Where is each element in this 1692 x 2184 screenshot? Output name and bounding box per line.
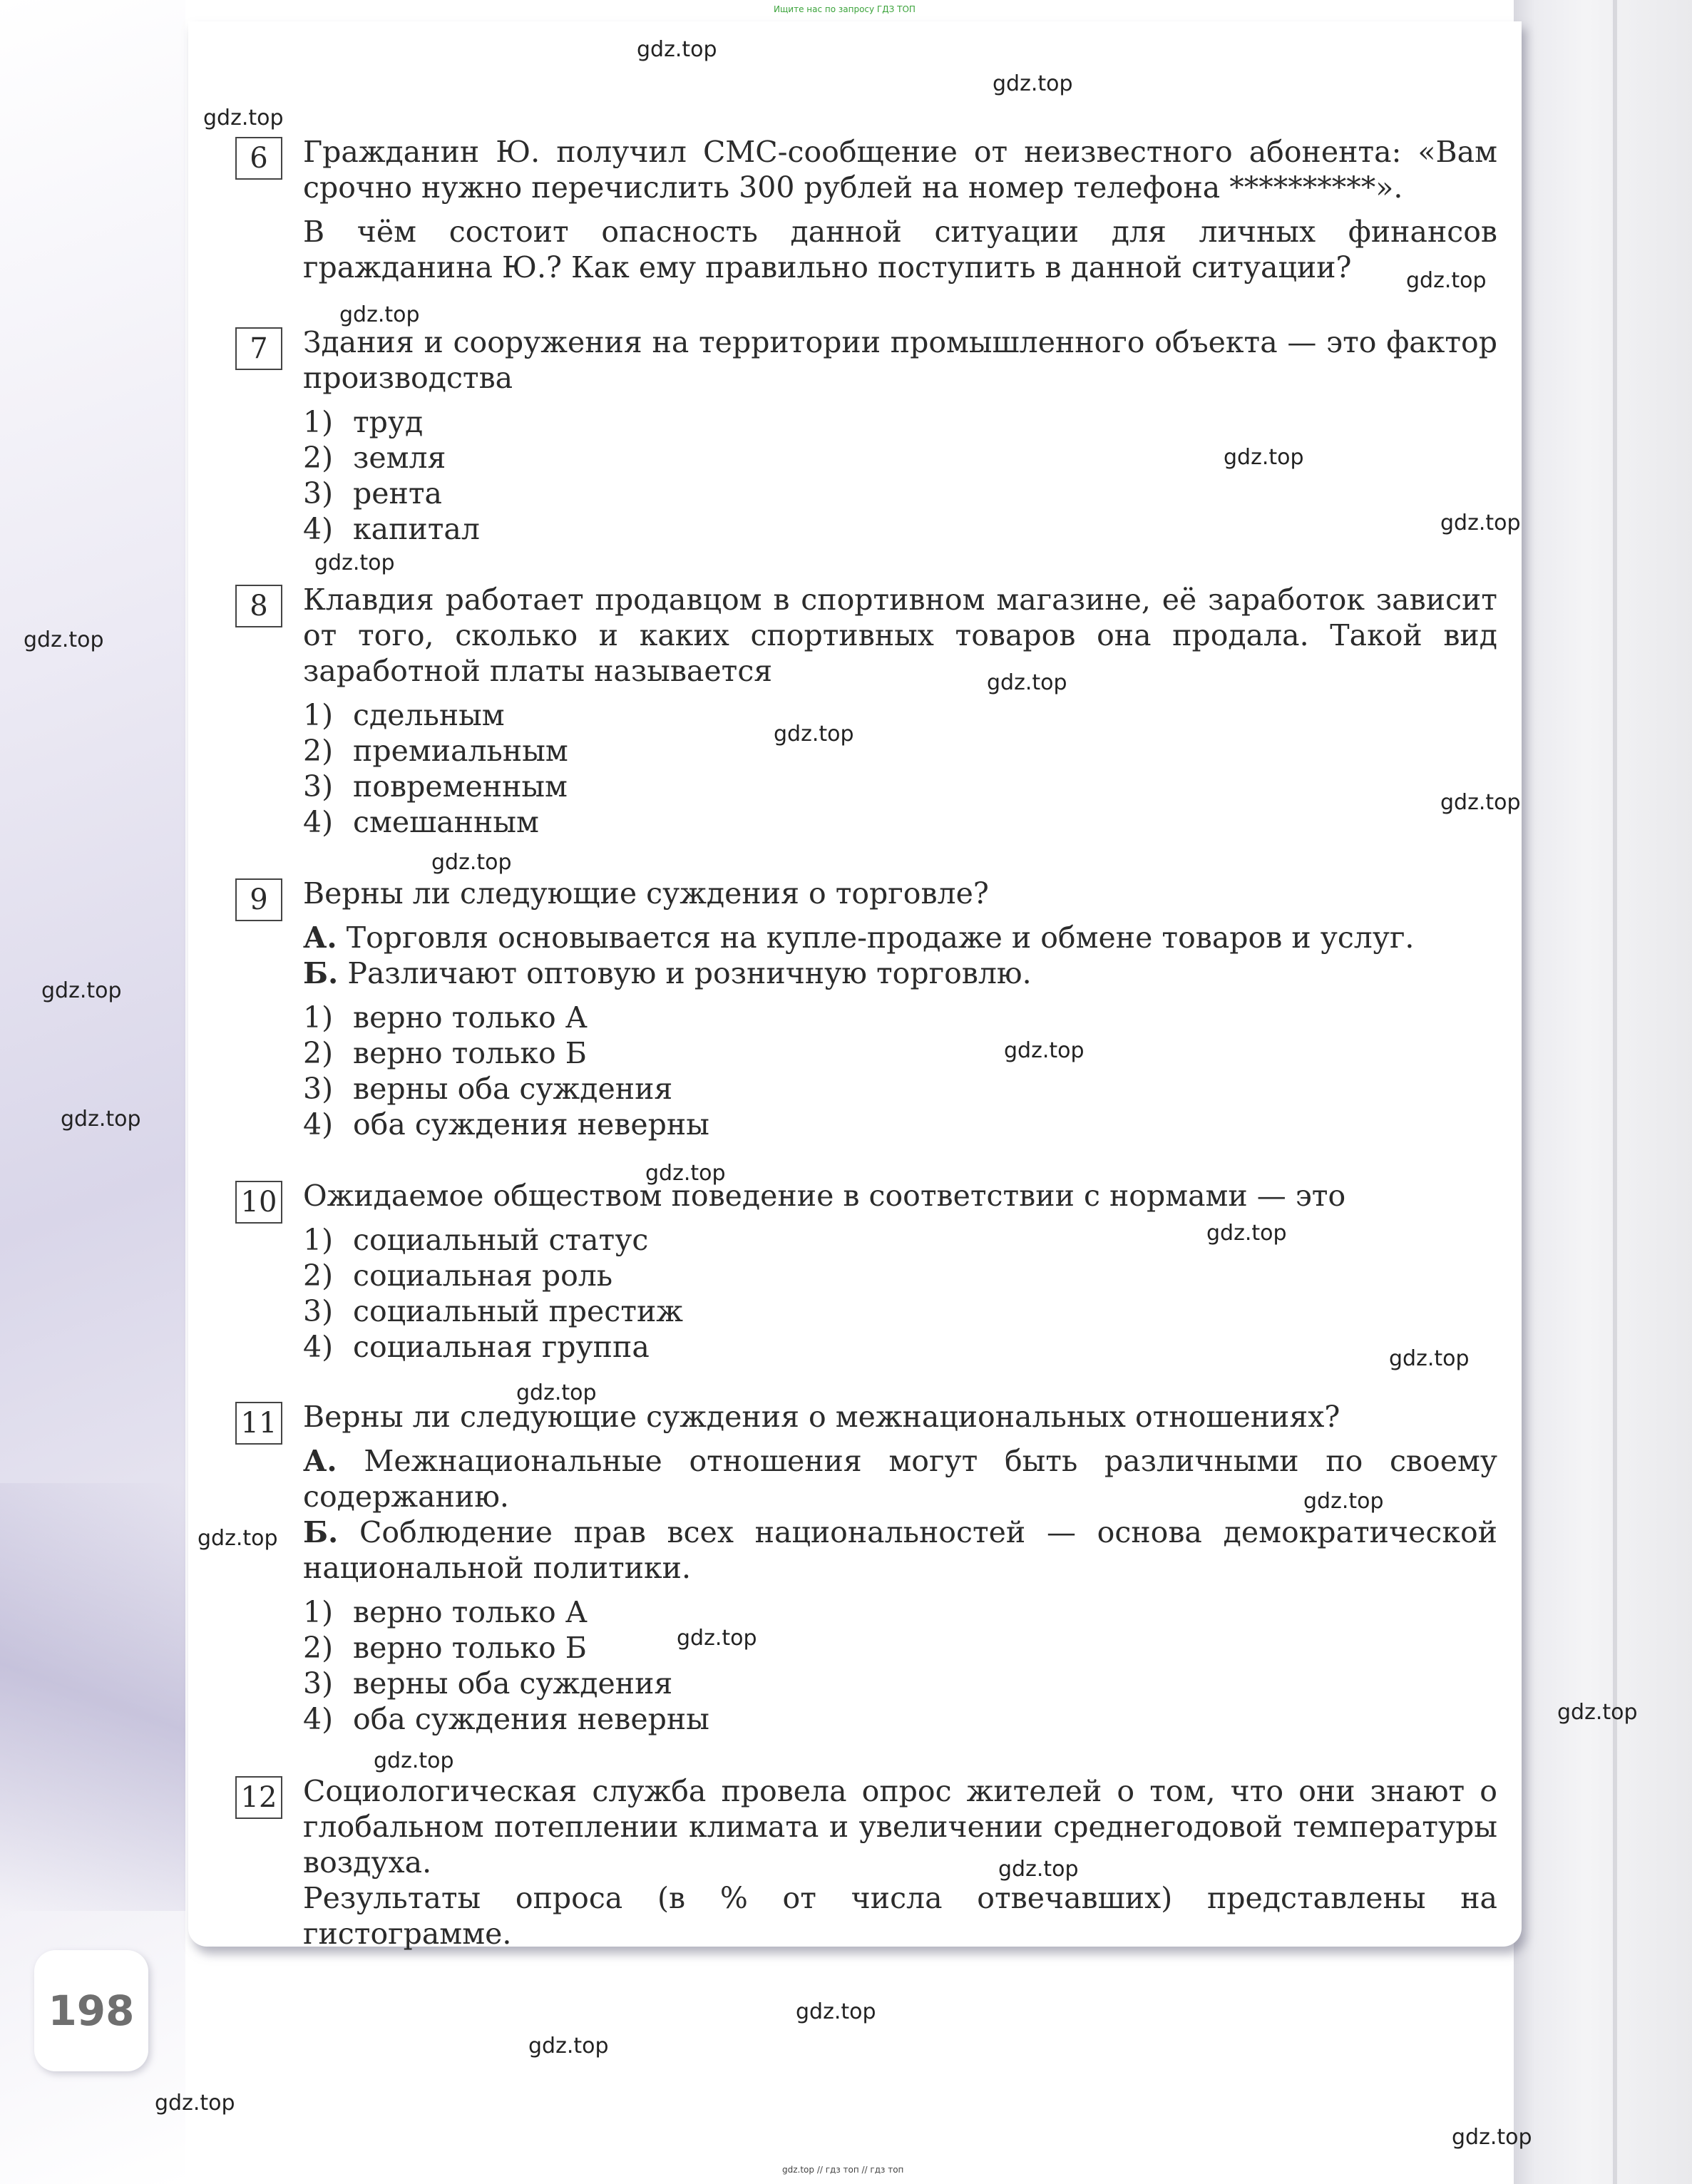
task-number: 9 [235, 878, 282, 921]
statements [303, 1443, 1497, 1586]
answer-option[interactable]: 1) труд [303, 405, 424, 439]
watermark: gdz.top [1406, 268, 1487, 293]
watermark: gdz.top [41, 978, 122, 1003]
statement-b: Б. Различают оптовую и розничную торговлю. [303, 956, 1032, 990]
task-number: 6 [235, 137, 282, 180]
watermark: gdz.top [998, 1857, 1079, 1882]
task-question: Клавдия работает продавцом в спортивном магазине, её заработок зависит от того, сколько и каких спортивных товаров она продала. Такой вид заработной платы называется [303, 583, 1497, 688]
watermark: gdz.top [339, 302, 420, 327]
watermark: gdz.top [314, 550, 395, 575]
page-number: 198 [34, 1950, 148, 2071]
task-body [303, 324, 1497, 547]
watermark: gdz.top [774, 722, 854, 747]
answer-options [303, 697, 1497, 840]
answer-option[interactable]: 2) земля [303, 441, 446, 475]
watermark: gdz.top [1224, 445, 1304, 470]
task-body [303, 1178, 1497, 1365]
watermark: gdz.top [637, 37, 717, 62]
statements [303, 920, 1497, 991]
task-number: 7 [235, 327, 282, 370]
task-question: Здания и сооружения на территории промышленного объекта — это фактор производства [303, 325, 1497, 395]
statement-a: А. Торговля основывается на купле-продаже и обмене товаров и услуг. [303, 921, 1415, 955]
answer-option[interactable]: 2) верно только Б [303, 1631, 587, 1665]
footer-note: gdz.top // гдз топ // гдз топ [782, 2165, 904, 2175]
task-body [303, 1773, 1497, 1952]
watermark: gdz.top [796, 1999, 876, 2024]
watermark: gdz.top [431, 850, 512, 875]
watermark: gdz.top [1206, 1221, 1287, 1246]
answer-option[interactable]: 4) оба суждения неверны [303, 1107, 709, 1142]
watermark: gdz.top [203, 106, 284, 130]
task-question: Верны ли следующие суждения о торговле? [303, 876, 989, 911]
statement-b: Б. Соблюдение прав всех национальностей — основа демократической национальной политики. [303, 1515, 1497, 1585]
answer-option[interactable]: 3) социальный престиж [303, 1294, 683, 1328]
watermark: gdz.top [1440, 790, 1521, 815]
watermark: gdz.top [24, 627, 104, 652]
answer-option[interactable]: 1) сдельным [303, 698, 505, 732]
answer-option[interactable]: 2) премиальным [303, 734, 568, 768]
statement-a: А. Межнациональные отношения могут быть различными по своему содержанию. [303, 1444, 1497, 1514]
task-question: Верны ли следующие суждения о межнациональных отношениях? [303, 1400, 1340, 1434]
page-background-right [1514, 0, 1692, 2184]
task-paragraph: Результаты опроса (в % от числа отвечавших) представлены на гистограмме. [303, 1881, 1497, 1951]
answer-option[interactable]: 4) капитал [303, 512, 480, 546]
answer-option[interactable]: 4) социальная группа [303, 1330, 650, 1364]
header-note: Ищите нас по запросу ГДЗ ТОП [774, 4, 916, 14]
answer-option[interactable]: 2) социальная роль [303, 1258, 613, 1293]
watermark: gdz.top [528, 2034, 609, 2059]
task-paragraph: В чём состоит опасность данной ситуации для личных финансов гражданина Ю.? Как ему правильно поступить в данной ситуации? [303, 215, 1497, 284]
watermark: gdz.top [198, 1526, 278, 1551]
answer-option[interactable]: 2) верно только Б [303, 1036, 587, 1070]
watermark: gdz.top [61, 1107, 141, 1132]
answer-options [303, 1000, 1497, 1142]
watermark: gdz.top [1004, 1038, 1085, 1063]
watermark: gdz.top [993, 71, 1073, 96]
task-body [303, 582, 1497, 840]
answer-options [303, 1222, 1497, 1365]
answer-option[interactable]: 3) рента [303, 476, 442, 511]
watermark: gdz.top [374, 1748, 454, 1773]
watermark: gdz.top [677, 1626, 757, 1651]
watermark: gdz.top [1557, 1700, 1638, 1725]
task-paragraph: Социологическая служба провела опрос жителей о том, что они знают о глобальном потеплении климата и увеличении среднегодовой температуры воздуха. [303, 1774, 1497, 1880]
watermark: gdz.top [1452, 2125, 1532, 2150]
page-background-stripe [0, 1483, 185, 1911]
answer-options [303, 1594, 1497, 1737]
watermark: gdz.top [516, 1380, 597, 1405]
watermark: gdz.top [987, 670, 1067, 695]
task-paragraph: Гражданин Ю. получил СМС-сообщение от неизвестного абонента: «Вам срочно нужно перечислить 300 рублей на номер телефона **********». [303, 135, 1497, 205]
answer-option[interactable]: 3) верны оба суждения [303, 1072, 673, 1106]
task-question: Ожидаемое обществом поведение в соответствии с нормами — это [303, 1179, 1346, 1213]
task-number: 8 [235, 585, 282, 627]
task-number: 11 [235, 1402, 282, 1445]
task-body [303, 876, 1497, 1142]
answer-option[interactable]: 1) социальный статус [303, 1223, 649, 1257]
watermark: gdz.top [1303, 1489, 1384, 1514]
task-number: 12 [235, 1776, 282, 1819]
watermark: gdz.top [155, 2091, 235, 2116]
answer-options [303, 404, 1497, 547]
answer-option[interactable]: 3) верны оба суждения [303, 1666, 673, 1701]
answer-option[interactable]: 1) верно только А [303, 1000, 588, 1035]
task-number: 10 [235, 1181, 282, 1224]
task-body [303, 1399, 1497, 1737]
answer-option[interactable]: 4) смешанным [303, 805, 539, 839]
answer-option[interactable]: 1) верно только А [303, 1595, 588, 1629]
watermark: gdz.top [1440, 511, 1521, 535]
answer-option[interactable]: 4) оба суждения неверны [303, 1702, 709, 1736]
watermark: gdz.top [1389, 1346, 1470, 1371]
watermark: gdz.top [645, 1161, 726, 1186]
book-spine [1613, 0, 1617, 2184]
answer-option[interactable]: 3) повременным [303, 769, 568, 804]
task-body [303, 134, 1497, 285]
